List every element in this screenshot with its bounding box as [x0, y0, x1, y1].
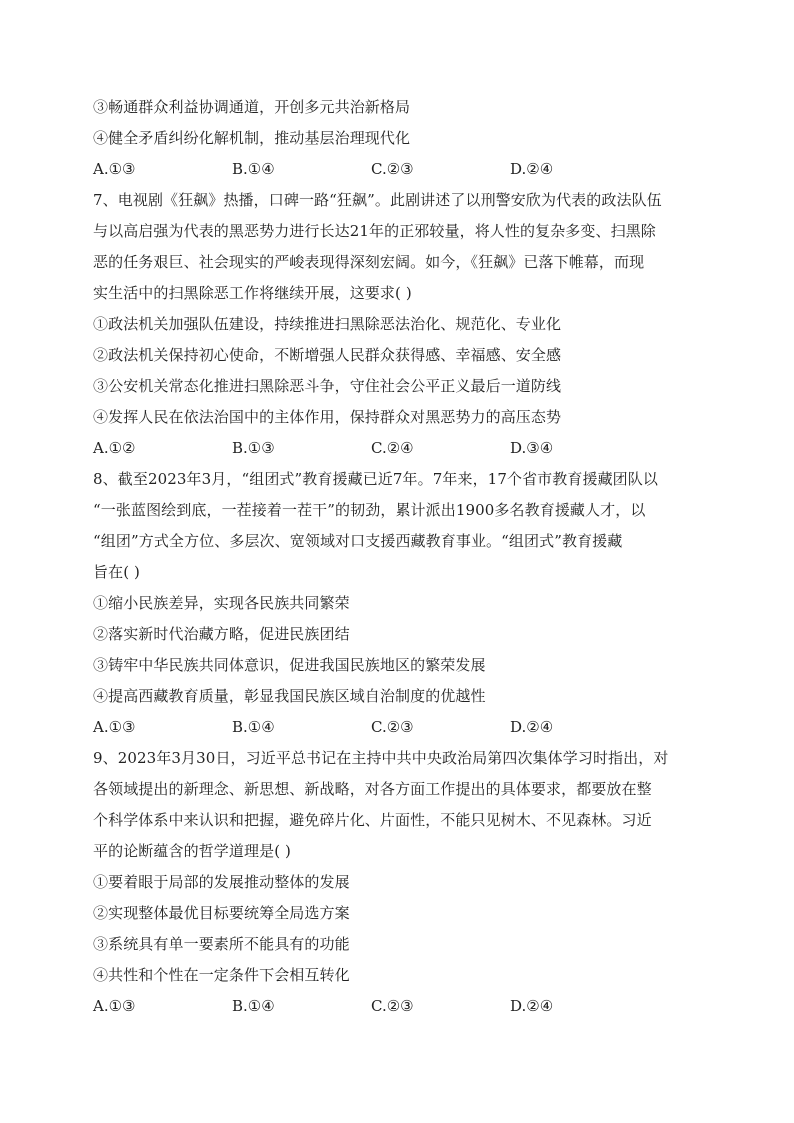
question-stem-line: 各领域提出的新理念、新思想、新战略，对各方面工作提出的具体要求，都要放在整 — [93, 780, 652, 798]
option-b: B.①④ — [232, 718, 275, 736]
statement-3: ③系统具有单一要素所不能具有的功能 — [93, 935, 350, 953]
question-9 — [93, 743, 703, 1022]
option-b: B.①④ — [232, 160, 275, 178]
question-6-tail — [93, 92, 703, 185]
option-a: A.①③ — [93, 997, 136, 1015]
option-a: A.①② — [93, 439, 136, 457]
question-stem-line: 9、2023年3月30日，习近平总书记在主持中共中央政治局第四次集体学习时指出，对 — [93, 749, 669, 767]
question-8 — [93, 464, 703, 743]
question-stem-line: 个科学体系中来认识和把握，避免碎片化、片面性，不能只见树木、不见森林。习近 — [93, 811, 652, 829]
question-stem-line: “一张蓝图绘到底，一茬接着一茬干”的韧劲，累计派出1900多名教育援藏人才，以 — [93, 501, 646, 519]
statement-3: ③铸牢中华民族共同体意识，促进我国民族地区的繁荣发展 — [93, 656, 486, 674]
statement-2: ②实现整体最优目标要统筹全局选方案 — [93, 904, 350, 922]
statement-4: ④共性和个性在一定条件下会相互转化 — [93, 966, 350, 984]
option-b: B.①④ — [232, 997, 275, 1015]
statement-3: ③畅通群众利益协调通道，开创多元共治新格局 — [93, 98, 411, 116]
question-stem-line: 8、截至2023年3月，“组团式”教育援藏已近7年。7年来，17个省市教育援藏团队以 — [93, 470, 658, 488]
question-stem-line: 7、电视剧《狂飙》热播，口碑一路“狂飙”。此剧讲述了以刑警安欣为代表的政法队伍 — [93, 191, 662, 209]
statement-4: ④健全矛盾纠纷化解机制，推动基层治理现代化 — [93, 129, 411, 147]
statement-3: ③公安机关常态化推进扫黑除恶斗争，守住社会公平正义最后一道防线 — [93, 377, 562, 395]
statement-1: ①缩小民族差异，实现各民族共同繁荣 — [93, 594, 350, 612]
option-a: A.①③ — [93, 160, 136, 178]
option-b: B.①③ — [232, 439, 275, 457]
statement-4: ④发挥人民在依法治国中的主体作用，保持群众对黑恶势力的高压态势 — [93, 408, 562, 426]
answer-options — [93, 154, 703, 185]
option-d: D.②④ — [510, 997, 554, 1015]
statement-2: ②落实新时代治藏方略，促进民族团结 — [93, 625, 350, 643]
option-d: D.③④ — [510, 439, 554, 457]
option-c: C.②③ — [371, 160, 414, 178]
statement-1: ①要着眼于局部的发展推动整体的发展 — [93, 873, 350, 891]
answer-options — [93, 991, 703, 1022]
statement-4: ④提高西藏教育质量，彰显我国民族区域自治制度的优越性 — [93, 687, 486, 705]
question-stem-line: “组团”方式全方位、多层次、宽领域对口支援西藏教育事业。“组团式”教育援藏 — [93, 532, 623, 550]
exam-page — [93, 92, 703, 1022]
question-stem-line: 旨在( ) — [93, 563, 140, 581]
answer-options — [93, 433, 703, 464]
question-stem-line: 恶的任务艰巨、社会现实的严峻表现得深刻宏阔。如今，《狂飙》已落下帷幕，而现 — [93, 253, 645, 271]
answer-options — [93, 712, 703, 743]
statement-2: ②政法机关保持初心使命，不断增强人民群众获得感、幸福感、安全感 — [93, 346, 562, 364]
option-c: C.②③ — [371, 997, 414, 1015]
statement-1: ①政法机关加强队伍建设，持续推进扫黑除恶法治化、规范化、专业化 — [93, 315, 562, 333]
option-c: C.②③ — [371, 718, 414, 736]
option-a: A.①③ — [93, 718, 136, 736]
question-stem-line: 与以高启强为代表的黑恶势力进行长达21年的正邪较量，将人性的复杂多变、扫黑除 — [93, 222, 656, 240]
option-d: D.②④ — [510, 160, 554, 178]
option-d: D.②④ — [510, 718, 554, 736]
question-stem-line: 平的论断蕴含的哲学道理是( ) — [93, 842, 291, 860]
question-stem-line: 实生活中的扫黑除恶工作将继续开展，这要求( ) — [93, 284, 412, 302]
question-7 — [93, 185, 703, 464]
option-c: C.②④ — [371, 439, 414, 457]
